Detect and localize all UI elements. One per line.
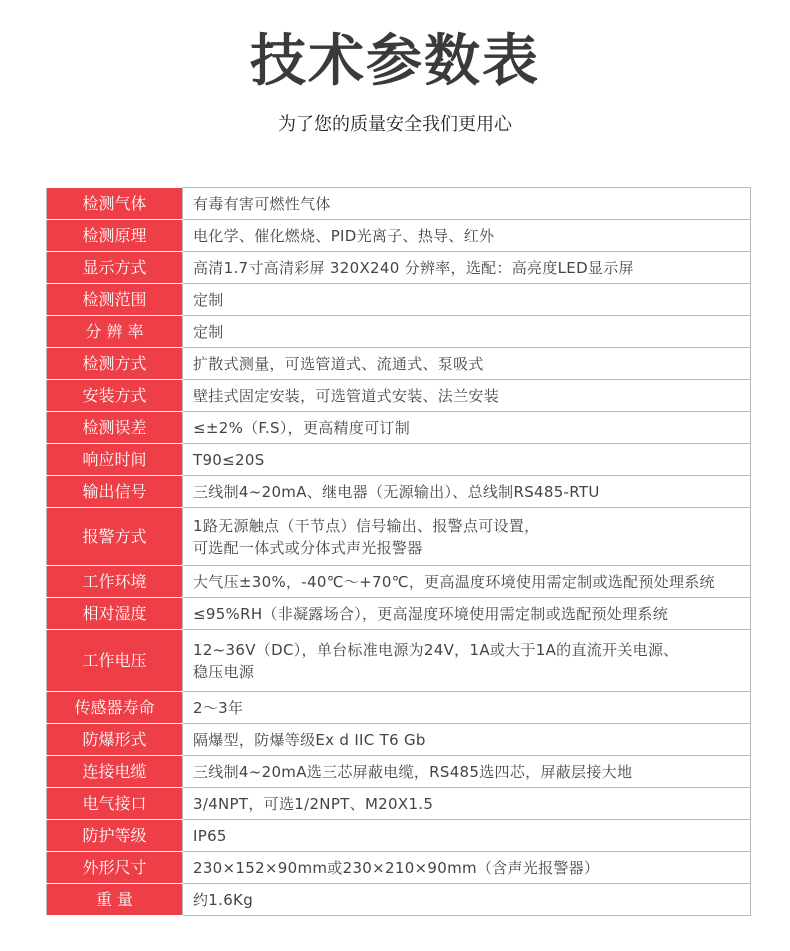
spec-value-text: 12~36V（DC），单台标准电源为24V，1A或大于1A的直流开关电源、 稳压电源 bbox=[193, 640, 679, 681]
spec-row-install bbox=[47, 380, 751, 412]
spec-label: 重 量 bbox=[47, 884, 183, 916]
spec-label: 检测气体 bbox=[47, 188, 183, 220]
spec-label: 检测原理 bbox=[47, 220, 183, 252]
spec-value-text: 电化学、催化燃烧、PID光离子、热导、红外 bbox=[193, 226, 495, 245]
page-title: 技术参数表 bbox=[250, 29, 540, 94]
spec-row-principle bbox=[47, 220, 751, 252]
spec-label: 传感器寿命 bbox=[47, 692, 183, 724]
spec-value bbox=[183, 476, 751, 508]
spec-label: 输出信号 bbox=[47, 476, 183, 508]
spec-value-text: 有毒有害可燃性气体 bbox=[193, 194, 331, 213]
spec-value bbox=[183, 316, 751, 348]
spec-value bbox=[183, 412, 751, 444]
spec-label: 报警方式 bbox=[47, 508, 183, 566]
spec-label: 防护等级 bbox=[47, 820, 183, 852]
spec-value bbox=[183, 252, 751, 284]
spec-row-range bbox=[47, 284, 751, 316]
spec-label: 工作电压 bbox=[47, 630, 183, 692]
spec-value bbox=[183, 380, 751, 412]
spec-label: 响应时间 bbox=[47, 444, 183, 476]
spec-value bbox=[183, 852, 751, 884]
spec-value bbox=[183, 756, 751, 788]
spec-row-resolution bbox=[47, 316, 751, 348]
spec-row-humidity bbox=[47, 598, 751, 630]
spec-value bbox=[183, 220, 751, 252]
spec-value-text: ≤±2%（F.S），更高精度可订制 bbox=[193, 418, 411, 437]
spec-value bbox=[183, 820, 751, 852]
spec-label: 检测范围 bbox=[47, 284, 183, 316]
spec-row-alarm bbox=[47, 508, 751, 566]
spec-value-text: 三线制4~20mA、继电器（无源输出）、总线制RS485-RTU bbox=[193, 482, 600, 501]
spec-row-error bbox=[47, 412, 751, 444]
spec-value-text: 2～3年 bbox=[193, 698, 244, 717]
spec-row-gas bbox=[47, 188, 751, 220]
spec-row-weight bbox=[47, 884, 751, 916]
spec-label: 显示方式 bbox=[47, 252, 183, 284]
spec-value bbox=[183, 630, 751, 692]
spec-value-text: 约1.6Kg bbox=[193, 890, 254, 909]
spec-value-text: 定制 bbox=[193, 322, 224, 341]
spec-value-text: T90≤20S bbox=[193, 450, 265, 469]
spec-value bbox=[183, 884, 751, 916]
spec-value bbox=[183, 188, 751, 220]
spec-value-text: 三线制4~20mA选三芯屏蔽电缆，RS485选四芯，屏蔽层接大地 bbox=[193, 762, 633, 781]
spec-value-text: 定制 bbox=[193, 290, 224, 309]
spec-row-method bbox=[47, 348, 751, 380]
spec-value bbox=[183, 598, 751, 630]
spec-label: 相对湿度 bbox=[47, 598, 183, 630]
spec-row-cable bbox=[47, 756, 751, 788]
page-subtitle: 为了您的质量安全我们更用心 bbox=[278, 114, 512, 135]
spec-value-text: IP65 bbox=[193, 826, 227, 845]
spec-value-text: 3/4NPT，可选1/2NPT、M20X1.5 bbox=[193, 794, 434, 813]
spec-row-voltage bbox=[47, 630, 751, 692]
spec-value bbox=[183, 348, 751, 380]
spec-row-electrical-interface bbox=[47, 788, 751, 820]
spec-row-environment bbox=[47, 566, 751, 598]
spec-value-text: ≤95%RH（非凝露场合），更高湿度环境使用需定制或选配预处理系统 bbox=[193, 604, 669, 623]
spec-label: 防爆形式 bbox=[47, 724, 183, 756]
spec-label: 安装方式 bbox=[47, 380, 183, 412]
spec-label: 工作环境 bbox=[47, 566, 183, 598]
spec-value bbox=[183, 284, 751, 316]
spec-row-sensor-life bbox=[47, 692, 751, 724]
spec-value-text: 大气压±30%，-40℃～+70℃，更高温度环境使用需定制或选配预处理系统 bbox=[193, 572, 715, 591]
spec-value-text: 壁挂式固定安装，可选管道式安装、法兰安装 bbox=[193, 386, 500, 405]
spec-value-text: 隔爆型，防爆等级Ex d IIC T6 Gb bbox=[193, 730, 426, 749]
spec-label: 检测误差 bbox=[47, 412, 183, 444]
spec-value-text: 高清1.7寸高清彩屏 320X240 分辨率，选配：高亮度LED显示屏 bbox=[193, 258, 634, 277]
spec-value bbox=[183, 444, 751, 476]
spec-value-text: 1路无源触点（干节点）信号输出、报警点可设置， 可选配一体式或分体式声光报警器 bbox=[193, 516, 540, 557]
spec-value-text: 230×152×90mm或230×210×90mm（含声光报警器） bbox=[193, 858, 600, 877]
spec-label: 外形尺寸 bbox=[47, 852, 183, 884]
spec-row-explosion-proof bbox=[47, 724, 751, 756]
spec-row-response bbox=[47, 444, 751, 476]
spec-table bbox=[46, 187, 751, 916]
spec-row-display bbox=[47, 252, 751, 284]
spec-label: 连接电缆 bbox=[47, 756, 183, 788]
spec-value bbox=[183, 788, 751, 820]
spec-row-protection bbox=[47, 820, 751, 852]
spec-label: 分 辨 率 bbox=[47, 316, 183, 348]
spec-value bbox=[183, 692, 751, 724]
spec-value bbox=[183, 724, 751, 756]
spec-value-text: 扩散式测量，可选管道式、流通式、泵吸式 bbox=[193, 354, 484, 373]
spec-value bbox=[183, 508, 751, 566]
spec-value bbox=[183, 566, 751, 598]
spec-label: 检测方式 bbox=[47, 348, 183, 380]
spec-row-output bbox=[47, 476, 751, 508]
spec-label: 电气接口 bbox=[47, 788, 183, 820]
spec-row-dimensions bbox=[47, 852, 751, 884]
